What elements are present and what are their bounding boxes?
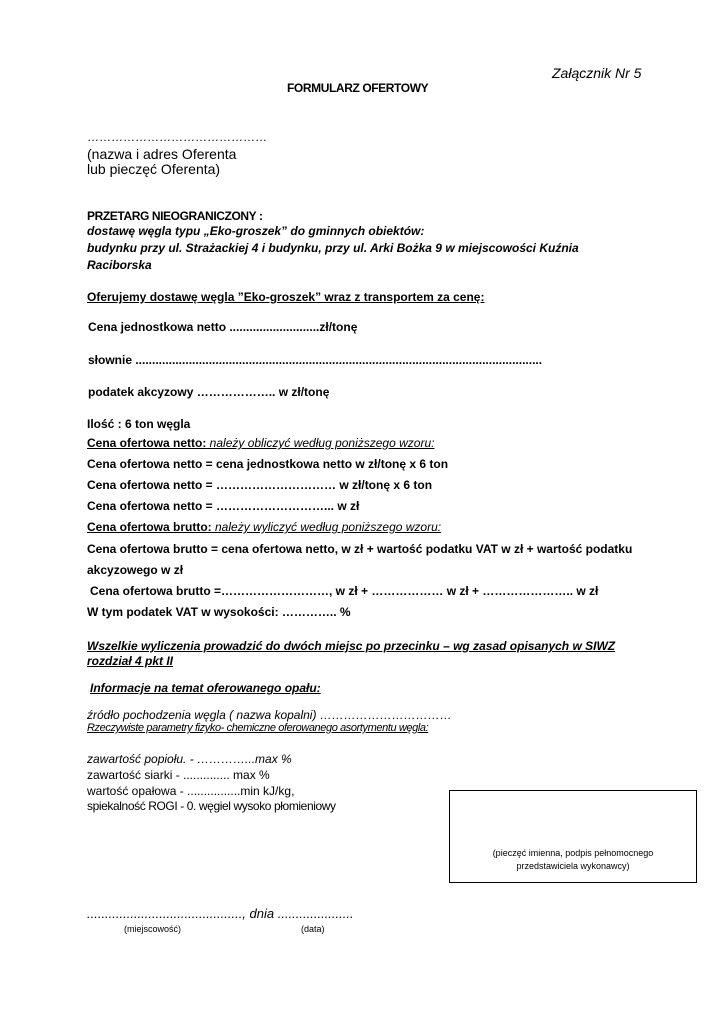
fuel-info-heading: Informacje na temat oferowanego opału: xyxy=(90,681,321,695)
net-price-note xyxy=(87,436,434,450)
tender-line-2: budynku przy ul. Strażackiej 4 i budynku, przy ul. Arki Bożka 9 w miejscowości Kuźnia xyxy=(87,241,579,255)
gross-price-formula-1: Cena ofertowa brutto = cena ofertowa netto, w zł + wartość podatku VAT w zł + wartość podatku xyxy=(87,542,633,556)
bidder-stamp-label: lub pieczęć Oferenta) xyxy=(87,161,221,177)
excise-tax: podatek akcyzowy ……………….. w zł/tonę xyxy=(88,385,330,399)
net-price-result: Cena ofertowa netto = ………………………... w zł xyxy=(87,499,360,513)
unit-price: Cena jednostkowa netto ...........................zł/tonę xyxy=(88,320,358,334)
vat-rate: W tym podatek VAT w wysokości: ………….. % xyxy=(87,605,351,619)
tender-line-3: Raciborska xyxy=(87,258,152,272)
coal-source: źródło pochodzenia węgla ( nazwa kopalni) …………………………… xyxy=(87,708,452,722)
net-price-label: Cena ofertowa netto: xyxy=(87,436,207,450)
bidder-name-label: (nazwa i adres Oferenta xyxy=(87,146,237,162)
signature-stamp-caption xyxy=(450,847,696,873)
form-title: FORMULARZ OFERTOWY xyxy=(287,81,429,95)
annex-number: Załącznik Nr 5 xyxy=(552,65,642,81)
calculation-note-1: Wszelkie wyliczenia prowadzić do dwóch miejsc po przecinku – wg zasad opisanych w SIWZ xyxy=(87,639,616,653)
place-label: (miejscowość) xyxy=(124,924,182,934)
sintering-index: spiekalność ROGI - 0. węgiel wysoko płomieniowy xyxy=(87,799,336,813)
gross-price-label: Cena ofertowa brutto: xyxy=(87,520,212,534)
calculation-note-2: rozdział 4 pkt II xyxy=(87,654,174,668)
gross-price-instruction: należy wyliczyć według poniższego wzoru: xyxy=(211,520,442,534)
place-date-line: ..........................................., dnia ..................... xyxy=(87,906,354,921)
tender-heading: PRZETARG NIEOGRANICZONY : xyxy=(87,209,263,223)
quantity: Ilość : 6 ton węgla xyxy=(87,417,191,431)
gross-price-note xyxy=(87,520,441,534)
net-price-formula: Cena ofertowa netto = cena jednostkowa netto w zł/tonę x 6 ton xyxy=(87,457,449,471)
price-in-words: słownie .......................................................................................................................... xyxy=(88,353,543,367)
calorific-value: wartość opałowa - ................min kJ/kg, xyxy=(87,784,295,798)
date-label: (data) xyxy=(301,924,325,934)
signature-caption-line-1: (pieczęć imienna, podpis pełnomocnego xyxy=(492,848,654,858)
tender-line-1: dostawę węgla typu „Eko-groszek” do gminnych obiektów: xyxy=(87,224,425,238)
ash-content: zawartość popiołu. - …………...max % xyxy=(87,752,292,766)
sulfur-content: zawartość siarki - .............. max % xyxy=(87,768,270,782)
gross-price-formula-2: akcyzowego w zł xyxy=(87,563,184,577)
signature-stamp-box xyxy=(449,790,697,883)
bidder-dots: ……………………………………… xyxy=(87,130,267,144)
net-price-instruction: należy obliczyć według poniższego wzoru: xyxy=(206,436,435,450)
signature-caption-line-2: przedstawiciela wykonawcy) xyxy=(516,861,630,871)
coal-parameters: Rzeczywiste parametry fizyko- chemiczne oferowanego asortymentu węgla: xyxy=(87,722,429,734)
offer-heading: Oferujemy dostawę węgla ”Eko-groszek” wraz z transportem za cenę: xyxy=(87,290,485,304)
gross-price-calc: Cena ofertowa brutto =………………………, w zł + ……………… w zł + ………………….. w zł xyxy=(90,584,599,598)
net-price-calc: Cena ofertowa netto = ………………………… w zł/tonę x 6 ton xyxy=(87,478,433,492)
